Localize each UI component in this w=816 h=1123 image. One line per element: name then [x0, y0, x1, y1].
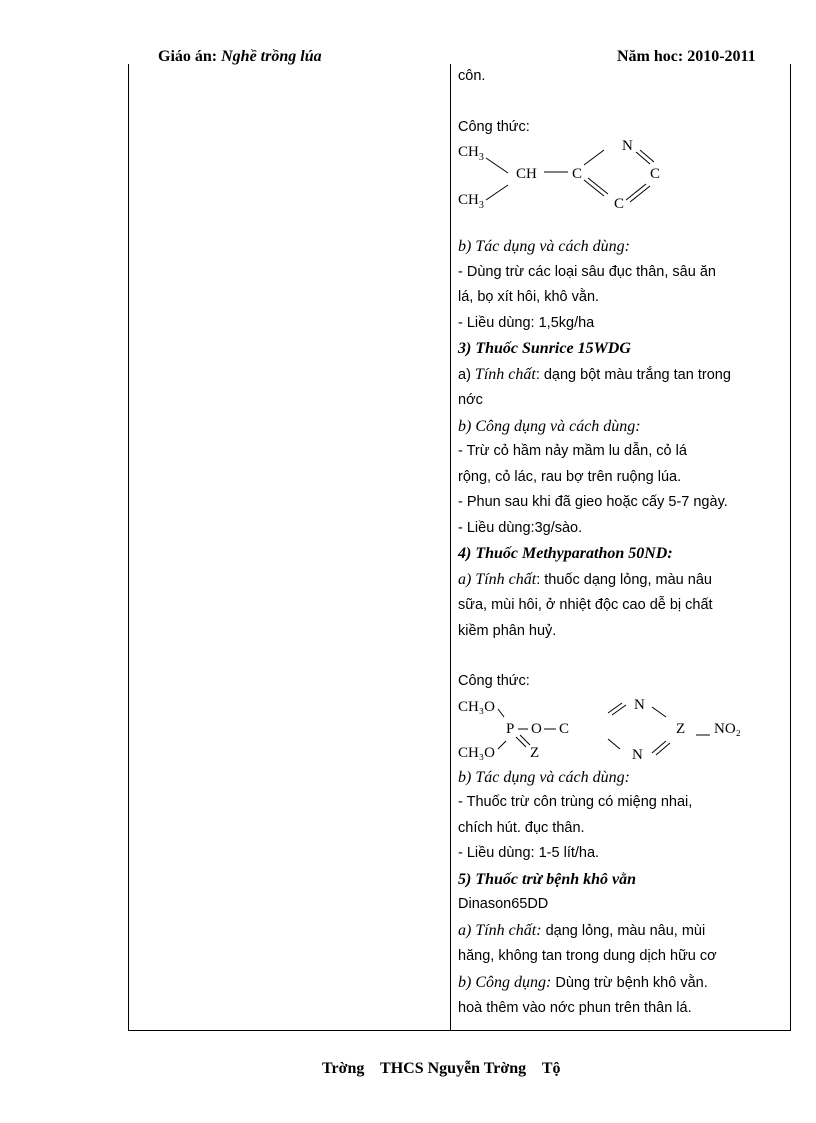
formula2-p: P: [506, 720, 515, 737]
page-footer: Trờng THCS Nguyễn Trờng Tộ: [322, 1060, 561, 1077]
text-line: hoà thêm vào nớc phun trên thân lá.: [458, 1000, 692, 1016]
table-border-right: [790, 64, 791, 1031]
text-line: chích hút. đục thân.: [458, 819, 585, 836]
text-line: kiềm phân huỷ.: [458, 622, 557, 639]
text-line: - Dùng trừ các loại sâu đục thân, sâu ăn: [458, 263, 716, 280]
formula2-n-bottom: N: [632, 746, 643, 763]
text-line: nớc: [458, 392, 483, 408]
text-line: hăng, không tan trong dung dịch hữu cơ: [458, 948, 717, 964]
section-b1-heading: b) Tác dụng và cách dùng:: [458, 238, 630, 255]
table-border-middle: [450, 64, 451, 1031]
text-line: - Liều dùng: 1-5 lít/ha.: [458, 845, 600, 861]
text-line: lá, bọ xít hôi, khô vằn.: [458, 289, 600, 305]
formula1-c-left: C: [572, 166, 583, 182]
section-3b-heading: b) Công dụng và cách dùng:: [458, 417, 641, 435]
text-line: - Liều dùng: 1,5kg/ha: [458, 314, 595, 331]
formula1-ch3-top: $CH_3$: [458, 144, 484, 163]
formula1-ch: CH: [516, 166, 537, 182]
formula1-c-right: C: [650, 166, 661, 182]
text-line: sữa, mùi hôi, ở nhiệt độc cao dễ bị chất: [458, 597, 713, 613]
header-subject: Nghề trồng lúa: [221, 48, 322, 65]
formula1-c-bottom: C: [614, 196, 625, 212]
text-line: - Thuốc trừ côn trùng có miệng nhai,: [458, 794, 693, 810]
formula1-label: Công thức:: [458, 118, 530, 135]
formula2-ch3o-bottom: CH₃O: [458, 744, 495, 761]
text-line: b) Công dụng: Dùng trừ bệnh khô vằn.: [458, 973, 708, 991]
text-line: a) Tính chất: dạng lỏng, màu nâu, mùi: [458, 921, 706, 939]
section-5-heading: 5) Thuốc trừ bệnh khô vằn: [458, 870, 637, 888]
text-line: - Trừ cỏ hầm nảy mầm lu dẫn, cỏ lá: [458, 443, 687, 459]
formula2-structure: [458, 695, 788, 765]
formula2-ch3o-top: CH₃O: [458, 698, 495, 715]
content-column: [458, 64, 788, 1022]
formula2-c: C: [559, 720, 570, 737]
formula1-ch3-bottom: $CH_3$: [458, 192, 484, 211]
formula2-n-top: N: [634, 696, 645, 713]
formula2-no2: NO₂: [714, 720, 741, 737]
table-border-left: [128, 64, 129, 1031]
formula2-label: Công thức:: [458, 673, 530, 689]
header-label: Giáo án:: [158, 48, 218, 65]
formula1-structure: [458, 140, 788, 220]
text-line: côn.: [458, 68, 486, 84]
text-line: - Liều dùng:3g/sào.: [458, 519, 583, 536]
text-line: rộng, cỏ lác, rau bợ trên ruộng lúa.: [458, 468, 682, 485]
header-left: [158, 48, 322, 66]
text-line: - Phun sau khi đã gieo hoặc cấy 5-7 ngày.: [458, 494, 728, 510]
text-line: a) Tính chất: thuốc dạng lỏng, màu nâu: [458, 570, 712, 588]
formula2-o: O: [531, 720, 542, 737]
text-line: a) Tính chất: dạng bột màu trắng tan trong: [458, 365, 731, 383]
section-4-heading: 4) Thuốc Methyparathon 50ND:: [458, 545, 673, 562]
formula2-z-right: Z: [676, 720, 686, 737]
formula2-z-bottom: Z: [530, 744, 540, 761]
section-4b-heading: b) Tác dụng và cách dùng:: [458, 768, 630, 786]
table-border-bottom: [128, 1030, 791, 1031]
formula1-n: N: [622, 138, 633, 154]
section-3-heading: 3) Thuốc Sunrice 15WDG: [458, 340, 631, 357]
text-line: Dinason65DD: [458, 896, 549, 912]
header-year: Năm hoc: 2010-2011: [617, 48, 756, 65]
